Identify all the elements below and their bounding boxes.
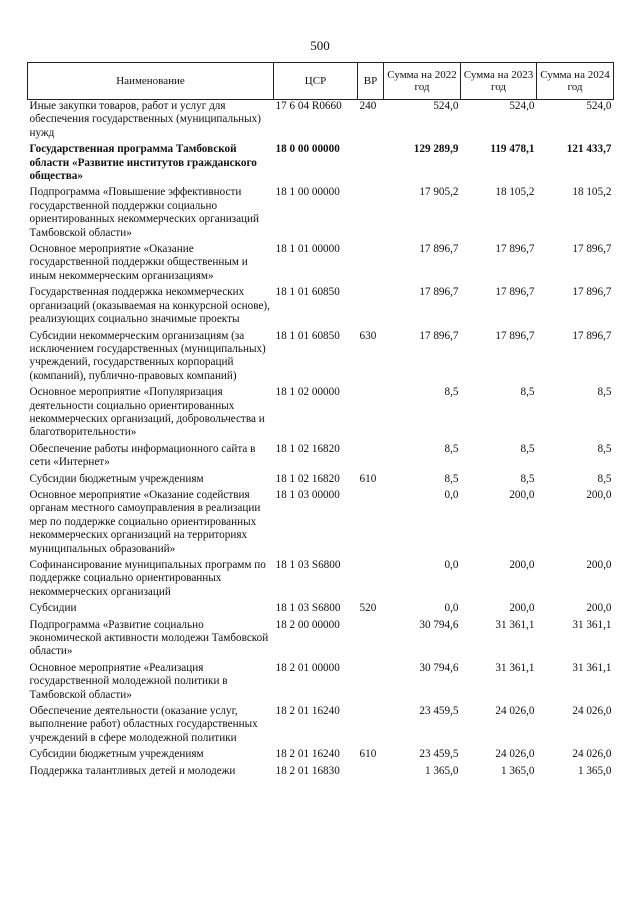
table-row (28, 705, 614, 748)
page-number: 500 (310, 38, 330, 53)
row-sum-2022: 129 289,9 (413, 143, 459, 156)
row-csr: 18 1 03 S6800 (275, 559, 341, 571)
row-vr: 610 (359, 748, 377, 761)
row-sum-2022: 1 365,0 (424, 764, 459, 777)
row-csr: 18 2 01 16240 (275, 748, 340, 761)
row-sum-2023: 119 478,1 (490, 143, 535, 156)
row-vr (358, 662, 384, 705)
row-name: Софинансирование муниципальных программ по поддержке социально ориентированных некоммерческих организаций (29, 559, 266, 598)
row-name: Поддержка талантливых детей и молодежи (29, 764, 236, 777)
row-sum-2022: 8,5 (444, 386, 459, 399)
row-sum-2022: 23 459,5 (419, 705, 459, 718)
row-sum-2022: 17 896,7 (419, 329, 459, 342)
row-vr (358, 489, 384, 559)
table-row (28, 143, 614, 186)
table-row (28, 619, 614, 662)
table-row (28, 765, 614, 781)
row-name: Основное мероприятие «Оказание содействия органам местного самоуправления в реализации мер по поддержке социально ориентированных некоммерческих организаций на территориях муниципальных образований» (29, 488, 261, 555)
header-sum-2024: Сумма на 2024 год (537, 63, 614, 100)
row-sum-2023: 17 896,7 (495, 286, 535, 299)
header-name: Наименование (28, 63, 274, 100)
row-name: Подпрограмма «Повышение эффективности государственной поддержки социально ориентированных некоммерческих организаций Тамбовской области» (29, 186, 260, 239)
row-csr: 17 6 04 R0660 (275, 100, 342, 112)
row-name: Основное мероприятие «Оказание государственной поддержки общественным и иным некоммерческим организациям» (29, 243, 248, 282)
row-sum-2022: 30 794,6 (419, 661, 459, 674)
row-name: Субсидии бюджетным учреждениям (29, 472, 204, 485)
row-name: Государственная программа Тамбовской области «Развитие институтов гражданского общества» (29, 143, 257, 183)
row-csr: 18 2 01 16240 (275, 705, 340, 718)
header-sum-2022: Сумма на 2022 год (384, 63, 461, 100)
row-sum-2024: 8,5 (597, 472, 612, 485)
row-name: Обеспечение деятельности (оказание услуг, выполнение работ) областных государственных учреждений в сфере молодежной политики (29, 705, 258, 744)
row-csr: 18 1 02 16820 (275, 472, 340, 485)
row-name: Подпрограмма «Развитие социально экономической активности молодежи Тамбовской области» (29, 618, 269, 658)
row-csr: 18 1 02 00000 (275, 386, 340, 399)
row-sum-2022: 17 905,2 (419, 186, 459, 199)
row-sum-2024: 524,0 (586, 100, 612, 112)
row-sum-2022: 30 794,6 (419, 618, 459, 631)
row-sum-2023: 24 026,0 (495, 748, 535, 761)
table-header (28, 63, 614, 100)
table-body (28, 100, 614, 782)
row-vr: 630 (359, 329, 377, 342)
row-sum-2022: 0,0 (444, 488, 459, 501)
row-vr: 610 (359, 472, 377, 485)
row-vr: 240 (359, 100, 377, 112)
row-vr (358, 765, 384, 781)
row-sum-2023: 524,0 (509, 100, 535, 112)
table-row (28, 559, 614, 602)
table-row (28, 330, 614, 387)
row-name: Субсидии некоммерческим организациям (за исключением государственных (муниципальных) учреждений, государственных корпораций (компаний), публично-правовых компаний) (29, 329, 266, 382)
row-sum-2024: 200,0 (586, 488, 612, 501)
row-sum-2024: 1 365,0 (577, 764, 612, 777)
table-row (28, 386, 614, 443)
row-sum-2024: 8,5 (597, 442, 612, 455)
row-sum-2024: 8,5 (597, 386, 612, 399)
row-csr: 18 1 02 16820 (275, 442, 340, 455)
row-sum-2023: 8,5 (520, 472, 535, 485)
header-vr: ВР (358, 63, 384, 100)
row-csr: 18 1 01 00000 (275, 243, 340, 256)
row-sum-2022: 17 896,7 (419, 286, 459, 299)
row-sum-2023: 24 026,0 (495, 705, 535, 718)
row-vr (358, 143, 384, 186)
table-row (28, 489, 614, 559)
row-csr: 18 1 00 00000 (275, 186, 340, 199)
row-csr: 18 0 00 00000 (275, 143, 340, 156)
row-name: Иные закупки товаров, работ и услуг для обеспечения государственных (муниципальных) нужд (29, 100, 261, 139)
row-vr (358, 286, 384, 329)
row-sum-2022: 23 459,5 (419, 748, 459, 761)
row-sum-2024: 121 433,7 (566, 143, 612, 156)
row-sum-2023: 18 105,2 (495, 186, 535, 199)
row-sum-2024: 17 896,7 (572, 286, 612, 299)
row-vr (358, 619, 384, 662)
row-sum-2023: 200,0 (509, 602, 535, 615)
row-sum-2022: 17 896,7 (419, 243, 459, 256)
row-name: Основное мероприятие «Реализация государственной молодежной политики в Тамбовской области» (29, 661, 228, 701)
row-sum-2024: 24 026,0 (572, 705, 612, 718)
row-vr (358, 559, 384, 602)
row-vr (358, 386, 384, 443)
row-csr: 18 1 01 60850 (275, 286, 340, 299)
row-sum-2023: 31 361,1 (495, 661, 535, 674)
row-sum-2022: 0,0 (444, 559, 459, 571)
row-csr: 18 1 01 60850 (275, 329, 340, 342)
row-name: Основное мероприятие «Популяризация деятельности социально ориентированных некоммерческих организаций, добровольчества и благотворительности» (29, 386, 265, 439)
row-sum-2024: 18 105,2 (572, 186, 612, 199)
row-name: Государственная поддержка некоммерческих организаций (оказываемая на конкурсной основе), реализующих социально значимые проекты (29, 286, 270, 326)
row-sum-2022: 8,5 (444, 442, 459, 455)
budget-table (27, 62, 614, 781)
table-row (28, 443, 614, 473)
table-row (28, 748, 614, 764)
row-csr: 18 2 00 00000 (275, 618, 340, 631)
row-vr: 520 (359, 602, 377, 615)
table-row (28, 602, 614, 618)
row-sum-2024: 200,0 (586, 559, 612, 571)
row-csr: 18 1 03 S6800 (275, 602, 341, 615)
row-name: Субсидии бюджетным учреждениям (29, 748, 204, 761)
row-csr: 18 2 01 00000 (275, 661, 340, 674)
row-sum-2023: 1 365,0 (500, 764, 535, 777)
row-sum-2024: 31 361,1 (572, 618, 612, 631)
row-sum-2024: 31 361,1 (572, 661, 612, 674)
row-sum-2022: 8,5 (444, 472, 459, 485)
row-vr (358, 186, 384, 243)
row-sum-2022: 524,0 (433, 100, 459, 112)
header-sum-2023: Сумма на 2023 год (461, 63, 537, 100)
row-csr: 18 2 01 16830 (275, 764, 340, 777)
row-csr: 18 1 03 00000 (275, 488, 340, 501)
header-csr: ЦСР (274, 63, 358, 100)
row-sum-2024: 200,0 (586, 602, 612, 615)
row-sum-2023: 17 896,7 (495, 329, 535, 342)
row-sum-2024: 17 896,7 (572, 243, 612, 256)
row-sum-2024: 17 896,7 (572, 329, 612, 342)
row-sum-2023: 200,0 (509, 559, 535, 571)
table-row (28, 100, 614, 144)
row-sum-2023: 8,5 (520, 442, 535, 455)
row-vr (358, 243, 384, 286)
table-row (28, 473, 614, 489)
row-sum-2023: 200,0 (509, 488, 535, 501)
table-row (28, 243, 614, 286)
row-vr (358, 443, 384, 473)
row-sum-2023: 31 361,1 (495, 618, 535, 631)
row-sum-2024: 24 026,0 (572, 748, 612, 761)
table-row (28, 186, 614, 243)
table-row (28, 662, 614, 705)
row-sum-2023: 17 896,7 (495, 243, 535, 256)
row-name: Субсидии (29, 602, 77, 615)
row-sum-2022: 0,0 (444, 602, 459, 615)
row-vr (358, 705, 384, 748)
table-row (28, 286, 614, 329)
row-sum-2023: 8,5 (520, 386, 535, 399)
row-name: Обеспечение работы информационного сайта в сети «Интернет» (29, 442, 256, 469)
